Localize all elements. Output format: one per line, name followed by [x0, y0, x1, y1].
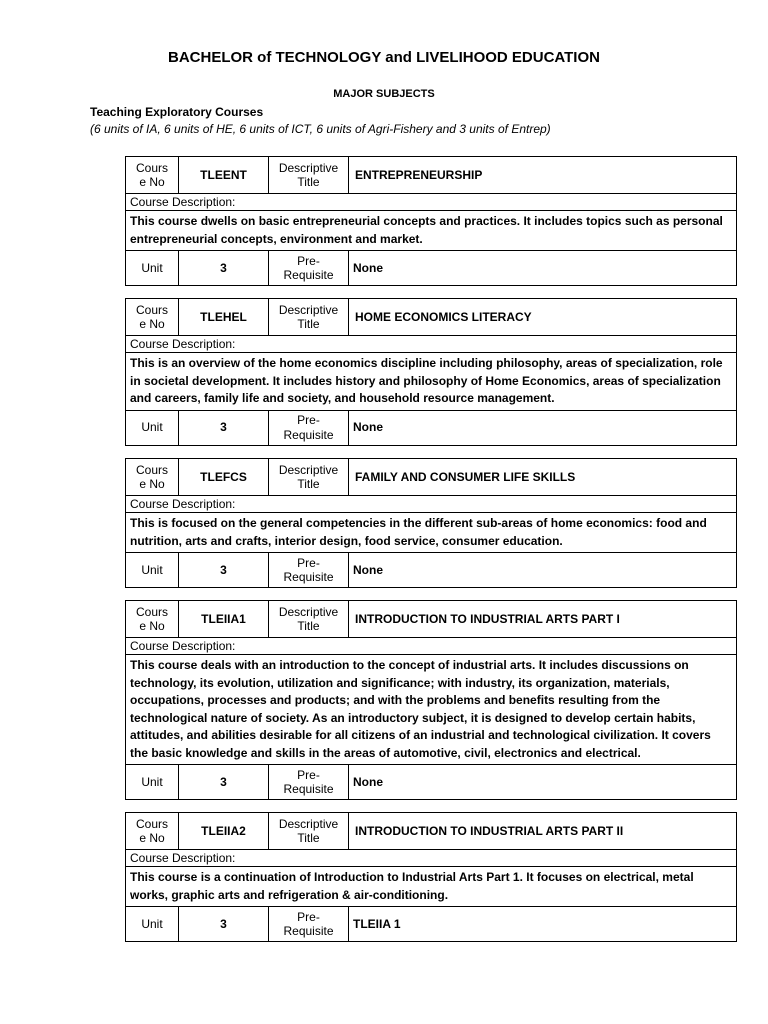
prerequisite-value: None [353, 562, 383, 577]
descriptive-title-label: Descriptive Title [269, 601, 349, 637]
unit-value: 3 [179, 765, 269, 799]
unit-value: 3 [179, 907, 269, 941]
course-description: This course is a continuation of Introduction to Industrial Arts Part 1. It focuses on electrical, metal works, graphic arts and refrigeration & air-conditioning. [126, 867, 736, 907]
course-code: TLEENT [179, 157, 269, 193]
course-header-row [126, 601, 736, 638]
prerequisite-value: None [353, 774, 383, 789]
course-description-label: Course Description: [126, 638, 736, 655]
course-unit-row [126, 765, 736, 799]
course-no-label: Cours e No [126, 299, 179, 335]
course-title: HOME ECONOMICS LITERACY [355, 309, 532, 324]
course-unit-row [126, 907, 736, 941]
course-unit-row [126, 411, 736, 445]
course-no-label: Cours e No [126, 157, 179, 193]
course-header-row [126, 157, 736, 194]
descriptive-title-label: Descriptive Title [269, 459, 349, 495]
descriptive-title-label: Descriptive Title [269, 299, 349, 335]
prerequisite-value: None [353, 260, 383, 275]
descriptive-title-label: Descriptive Title [269, 157, 349, 193]
prerequisite-label: Pre- Requisite [269, 907, 349, 941]
course-description: This course deals with an introduction to the concept of industrial arts. It includes discussions on technology, its evolution, utilization and significance; with industry, its organization, materials, occupations, processes and products; and with the problems and benefits resulting from the technological nature of society. As an introductory subject, it is designed to develop certain habits, attitudes, and abilities desirable for all citizens of an industrial and technological civilization. It covers the basic knowledge and skills in the areas of automotive, civil, electronics and electrical. [126, 655, 736, 765]
unit-label: Unit [126, 251, 179, 285]
course-title: INTRODUCTION TO INDUSTRIAL ARTS PART I [355, 611, 620, 626]
prerequisite-value: TLEIIA 1 [353, 916, 401, 931]
course-header-row [126, 299, 736, 336]
unit-value: 3 [179, 411, 269, 445]
course-unit-row [126, 251, 736, 285]
course-title: ENTREPRENEURSHIP [355, 167, 483, 182]
course-description-label: Course Description: [126, 336, 736, 353]
course-table [125, 812, 737, 942]
course-description-label: Course Description: [126, 850, 736, 867]
course-code: TLEIIA2 [179, 813, 269, 849]
prerequisite-label: Pre- Requisite [269, 251, 349, 285]
prerequisite-value: None [353, 420, 383, 435]
course-code: TLEHEL [179, 299, 269, 335]
document-subtitle: MAJOR SUBJECTS [333, 88, 435, 100]
prerequisite-label: Pre- Requisite [269, 765, 349, 799]
prerequisite-label: Pre- Requisite [269, 411, 349, 445]
course-title: INTRODUCTION TO INDUSTRIAL ARTS PART II [355, 823, 624, 838]
course-title: FAMILY AND CONSUMER LIFE SKILLS [355, 469, 576, 484]
unit-label: Unit [126, 765, 179, 799]
course-no-label: Cours e No [126, 459, 179, 495]
course-description-label: Course Description: [126, 496, 736, 513]
course-unit-row [126, 553, 736, 587]
course-table [125, 600, 737, 800]
course-table [125, 458, 737, 588]
unit-label: Unit [126, 411, 179, 445]
course-table [125, 156, 737, 286]
course-description: This is focused on the general competencies in the different sub-areas of home economics: food and nutrition, arts and crafts, interior design, food service, consumer education. [126, 513, 736, 553]
course-table [125, 298, 737, 446]
course-header-row [126, 813, 736, 850]
course-code: TLEIIA1 [179, 601, 269, 637]
unit-value: 3 [179, 251, 269, 285]
unit-label: Unit [126, 907, 179, 941]
document-title: BACHELOR of TECHNOLOGY and LIVELIHOOD EDUCATION [168, 49, 600, 66]
prerequisite-label: Pre- Requisite [269, 553, 349, 587]
section-note: (6 units of IA, 6 units of HE, 6 units of ICT, 6 units of Agri-Fishery and 3 units of Entrep) [90, 122, 551, 136]
descriptive-title-label: Descriptive Title [269, 813, 349, 849]
course-header-row [126, 459, 736, 496]
course-no-label: Cours e No [126, 601, 179, 637]
course-description-label: Course Description: [126, 194, 736, 211]
unit-label: Unit [126, 553, 179, 587]
course-description: This is an overview of the home economics discipline including philosophy, areas of specialization, role in societal development. It includes history and philosophy of Home Economics, areas of specialization and careers, family life and society, and household resource management. [126, 353, 736, 411]
course-description: This course dwells on basic entrepreneurial concepts and practices. It includes topics such as personal entrepreneurial concepts, environment and market. [126, 211, 736, 251]
course-code: TLEFCS [179, 459, 269, 495]
course-no-label: Cours e No [126, 813, 179, 849]
section-heading: Teaching Exploratory Courses [90, 105, 264, 119]
unit-value: 3 [179, 553, 269, 587]
